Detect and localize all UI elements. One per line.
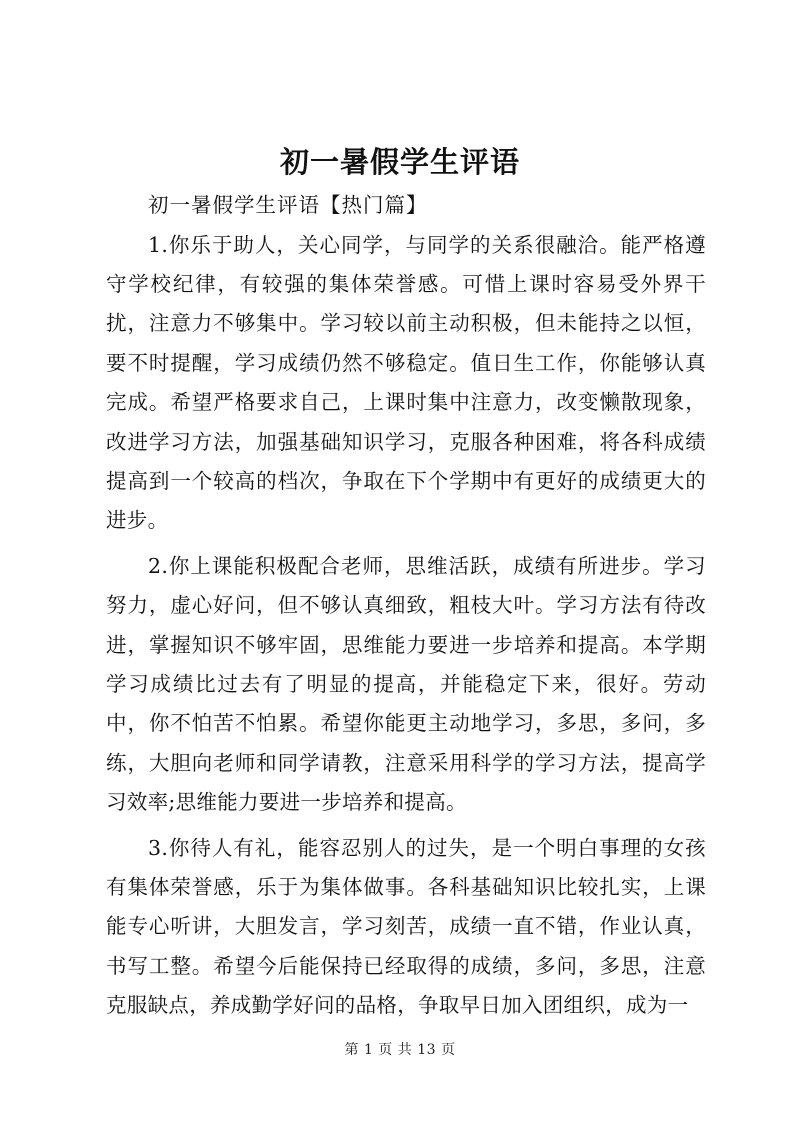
comment-paragraph-3: 3.你待人有礼，能容忍别人的过失，是一个明白事理的女孩有集体荣誉感，乐于为集体做事。各科基础知识比较扎实，上课能专心听讲，大胆发言，学习刻苦，成绩一直不错，作业认真，书写工整。希望今后能保持已经取得的成绩，多问，多思，注意克服缺点，养成勤学好问的品格，争取早日加入团组织，成为一 <box>106 835 706 1018</box>
comment-paragraph-2: 2.你上课能积极配合老师，思维活跃，成绩有所进步。学习努力，虚心好问，但不够认真细致，粗枝大叶。学习方法有待改进，掌握知识不够牢固，思维能力要进一步培养和提高。本学期学习成绩比过去有了明显的提高，并能稳定下来，很好。劳动中，你不怕苦不怕累。希望你能更主动地学习，多思，多问，多练，大胆向老师和同学请教，注意采用科学的学习方法，提高学习效率;思维能力要进一步培养和提高。 <box>106 553 706 815</box>
document-body <box>106 186 706 1026</box>
document-subtitle: 初一暑假学生评语【热门篇】 <box>148 193 428 217</box>
document-title: 初一暑假学生评语 <box>279 145 520 179</box>
comment-paragraph-1: 1.你乐于助人，关心同学，与同学的关系很融洽。能严格遵守学校纪律，有较强的集体荣誉感。可惜上课时容易受外界干扰，注意力不够集中。学习较以前主动积极，但未能持之以恒，要不时提醒，学习成绩仍然不够稳定。值日生工作，你能够认真完成。希望严格要求自己，上课时集中注意力，改变懒散现象，改进学习方法，加强基础知识学习，克服各种困难，将各科成绩提高到一个较高的档次，争取在下个学期中有更好的成绩更大的进步。 <box>106 232 706 533</box>
page-footer: 第 1 页 共 13 页 <box>344 1042 456 1058</box>
